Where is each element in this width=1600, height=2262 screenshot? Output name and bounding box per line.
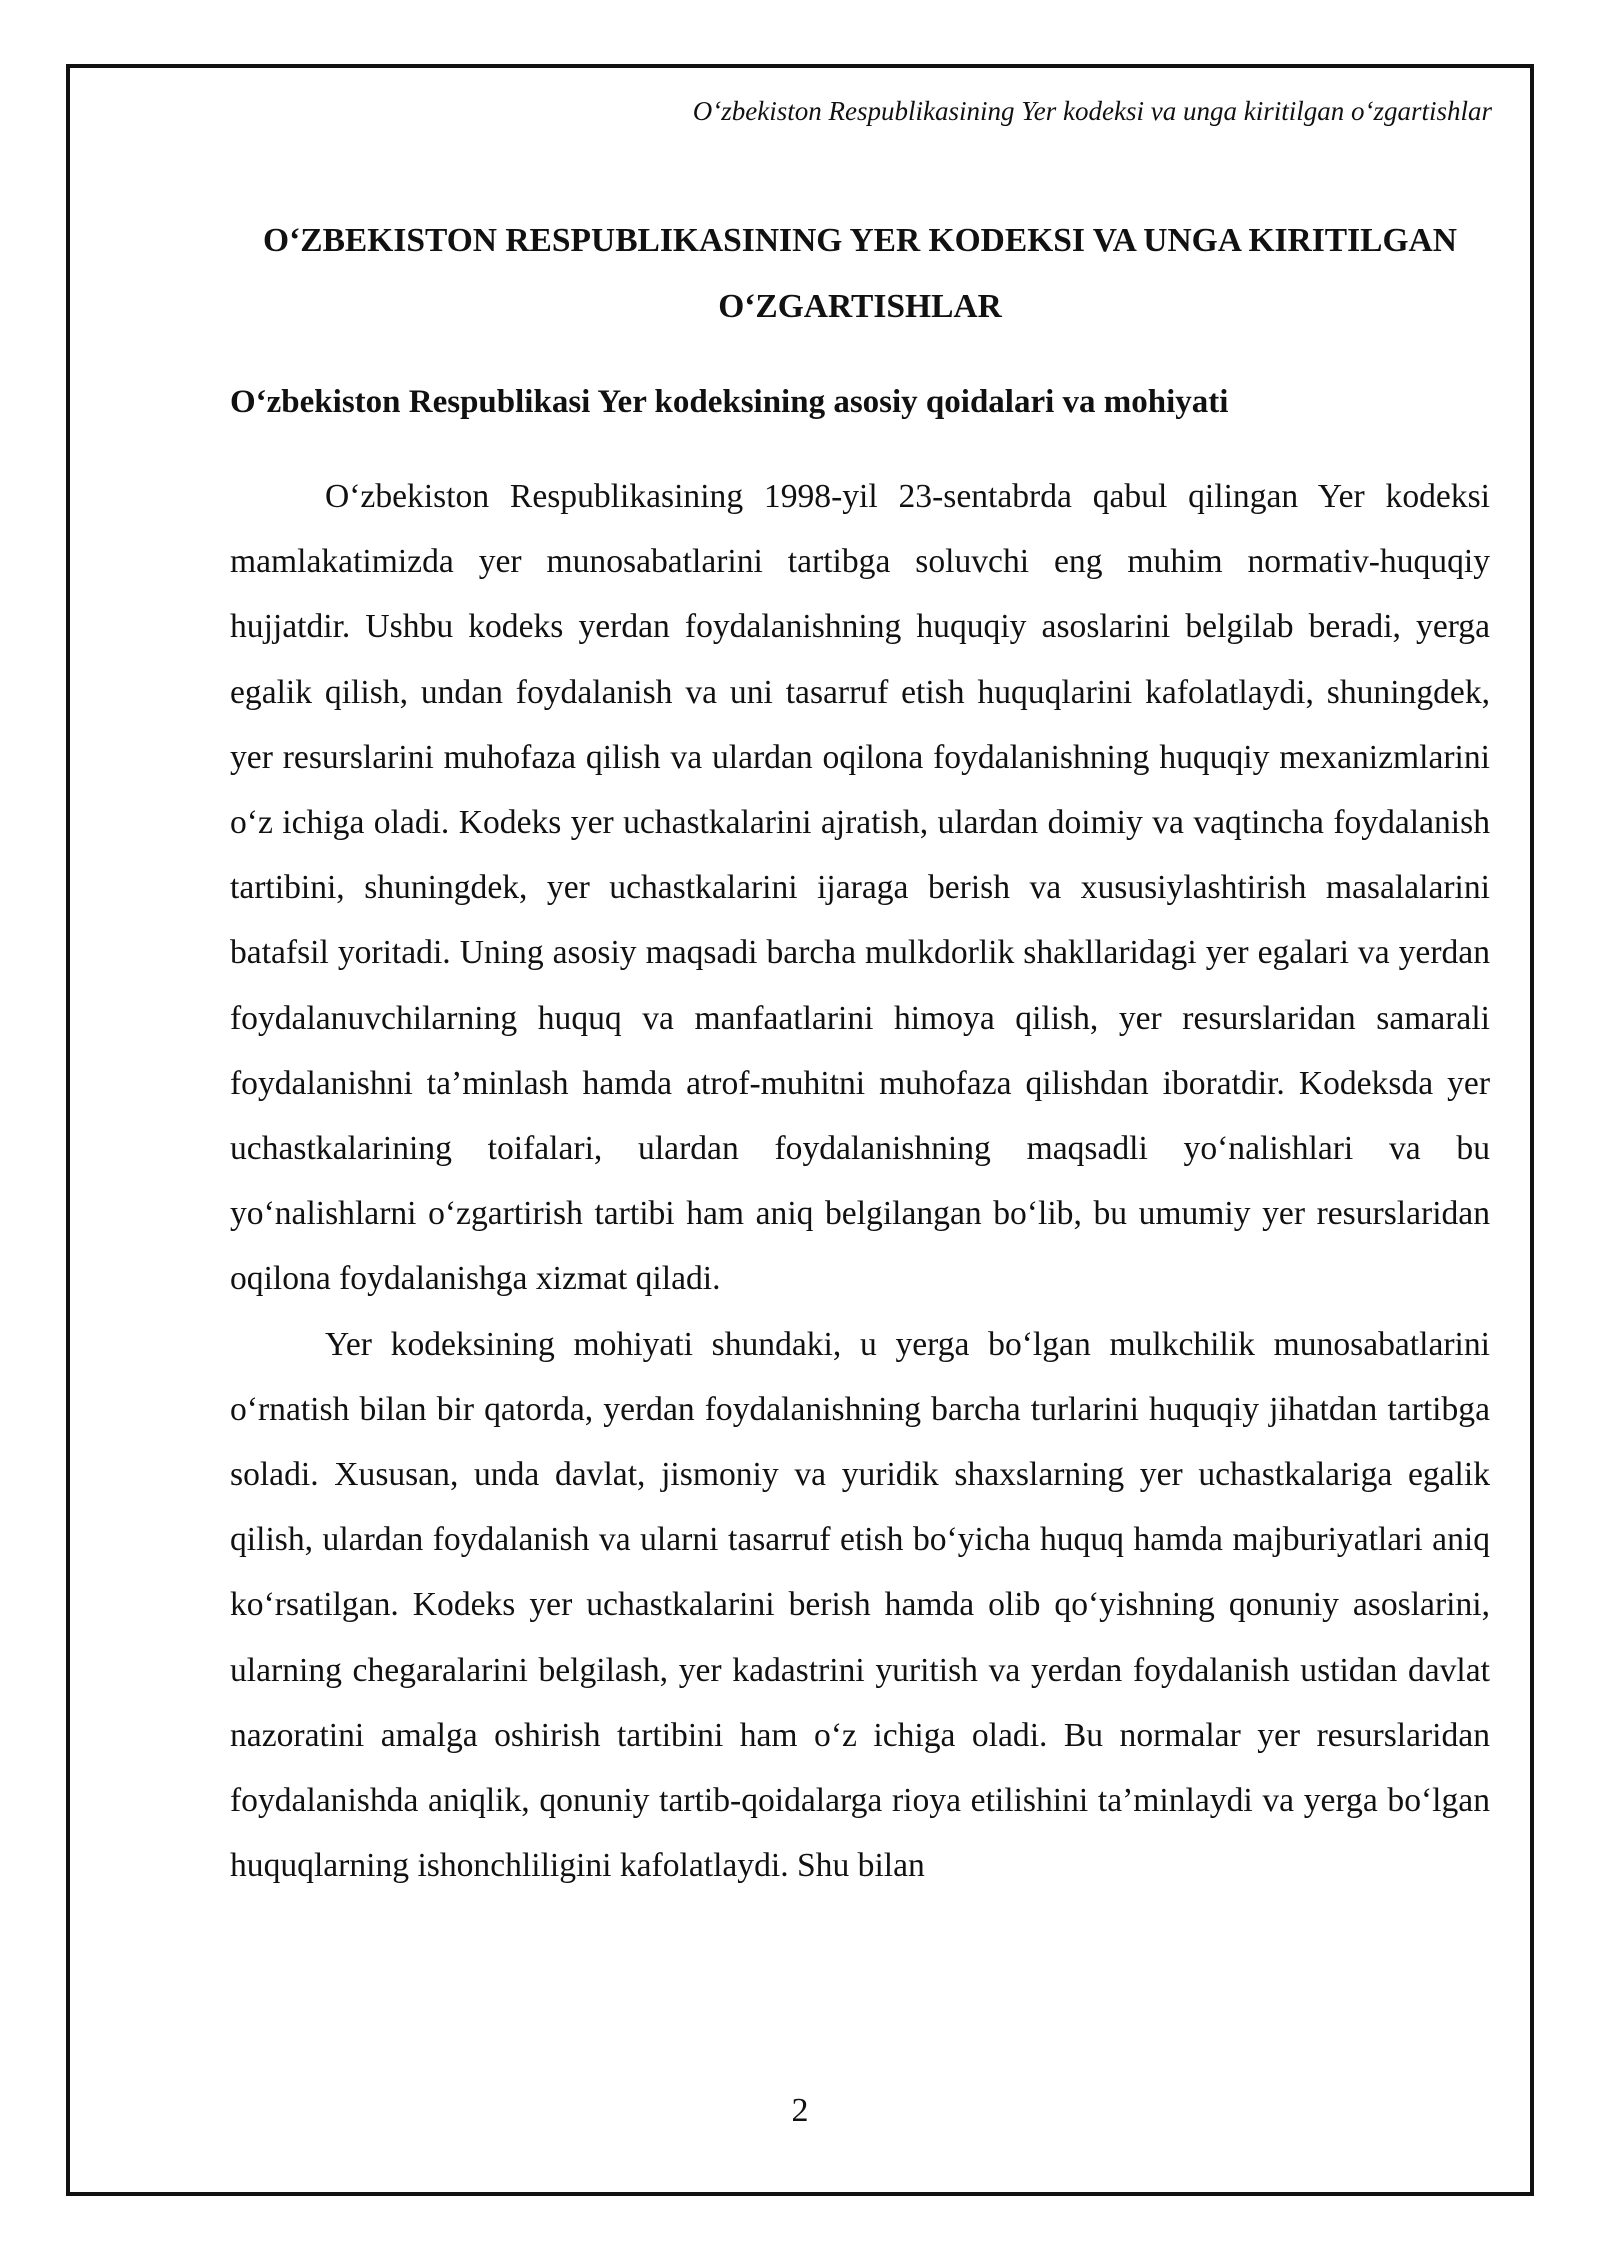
running-header: O‘zbekiston Respublikasining Yer kodeksi va unga kiritilgan o‘zgartishlar [692, 96, 1492, 126]
paragraph-1: O‘zbekiston Respublikasining 1998-yil 23-sentabrda qabul qilingan Yer kodeksi mamlakatimizda yer munosabatlarini tartibga soluvchi eng muhim normativ-huquqiy hujjatdir. Ushbu kodeks yerdan foydalanishning huquqiy asoslarini belgilab beradi, yerga egalik qilish, undan foydalanish va uni tasarruf etish huquqlarini kafolatlaydi, shuningdek, yer resurslarini muhofaza qilish va ulardan oqilona foydalanishning huquqiy mexanizmlarini o‘z ichiga oladi. Kodeks yer uchastkalarini ajratish, ulardan doimiy va vaqtincha foydalanish tartibini, shuningdek, yer uchastkalarini ijaraga berish va xususiylashtirish masalalarini batafsil yoritadi. Uning asosiy maqsadi barcha mulkdorlik shakllaridagi yer egalari va yerdan foydalanuvchilarning huquq va manfaatlarini himoya qilish, yer resurslaridan samarali foydalanishni ta’minlash hamda atrof-muhitni muhofaza qilishdan iboratdir. Kodeksda yer uchastkalarining toifalari, ulardan foydalanishning maqsadli yo‘nalishlari va bu yo‘nalishlarni o‘zgartirish tartibi ham aniq belgilangan bo‘lib, bu umumiy yer resurslaridan oqilona foydalanishga xizmat qiladi. [230, 478, 1490, 1298]
body-text [230, 464, 1490, 1898]
section-heading: O‘zbekiston Respublikasi Yer kodeksining asosiy qoidalari va mohiyati [230, 384, 1229, 420]
paragraph-2: Yer kodeksining mohiyati shundaki, u yerga bo‘lgan mulkchilik munosabatlarini o‘rnatish bilan bir qatorda, yerdan foydalanishning barcha turlarini huquqiy jihatdan tartibga soladi. Xususan, unda davlat, jismoniy va yuridik shaxslarning yer uchastkalariga egalik qilish, ulardan foydalanish va ularni tasarruf etish bo‘yicha huquq hamda majburiyatlari aniq ko‘rsatilgan. Kodeks yer uchastkalarini berish hamda olib qo‘yishning qonuniy asoslarini, ularning chegaralarini belgilash, yer kadastrini yuritish va yerdan foydalanish ustidan davlat nazoratini amalga oshirish tartibini ham o‘z ichiga oladi. Bu normalar yer resurslaridan foydalanishda aniqlik, qonuniy tartib-qoidalarga rioya etilishini ta’minlaydi va yerga bo‘lgan huquqlarning ishonchliligini kafolatlaydi. Shu bilan [230, 1325, 1490, 1885]
document-title: O‘ZBEKISTON RESPUBLIKASINING YER KODEKSI VA UNGA KIRITILGAN O‘ZGARTISHLAR [263, 222, 1457, 325]
page-number: 2 [791, 2092, 809, 2129]
